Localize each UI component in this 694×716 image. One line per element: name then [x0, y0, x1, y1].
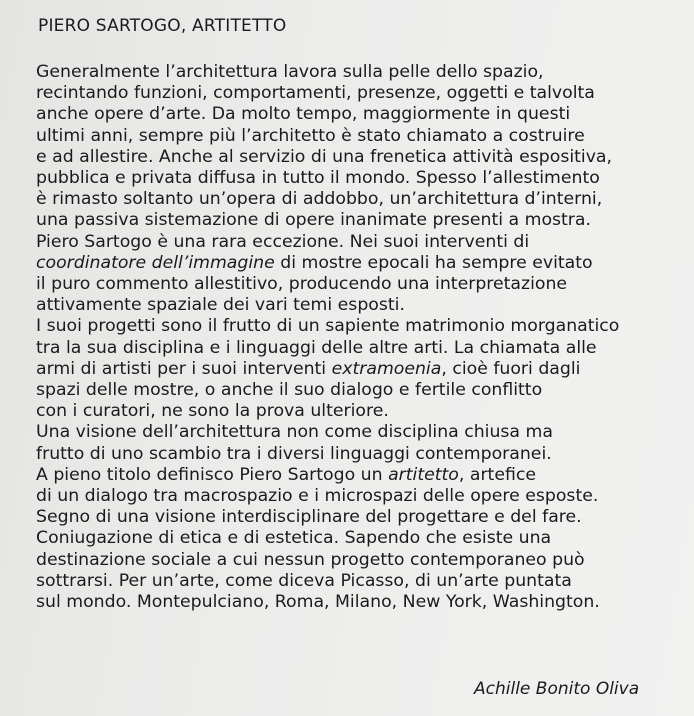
text-line: I suoi progetti sono il frutto di un sapiente matrimonio morganatico — [36, 316, 620, 337]
text-line: ultimi anni, sempre più l’architetto è stato chiamato a costruire — [36, 125, 585, 146]
text-line: frutto di uno scambio tra i diversi linguaggi contemporanei. — [36, 443, 552, 464]
text-line: spazi delle mostre, o anche il suo dialogo e fertile conflitto — [36, 380, 543, 401]
text-line: sottrarsi. Per un’arte, come diceva Picasso, di un’arte puntata — [36, 570, 572, 591]
text-line: di un dialogo tra macrospazio e i microspazi delle opere esposte. — [36, 486, 599, 507]
text-line: Una visione dell’architettura non come disciplina chiusa ma — [36, 422, 553, 443]
text-segment: , artefice — [458, 464, 536, 485]
text-line: Generalmente l’architettura lavora sulla pelle dello spazio, — [36, 62, 544, 82]
italic-term: extramoenia — [331, 358, 442, 379]
body-text — [36, 62, 676, 613]
text-line: Segno di una visione interdisciplinare del progettare e del fare. — [36, 507, 582, 528]
text-segment: A pieno titolo definisco Piero Sartogo un — [36, 464, 389, 485]
text-line: recintando funzioni, comportamenti, presenze, oggetti e talvolta — [36, 83, 595, 104]
text-line: attivamente spaziale dei vari temi esposti. — [36, 295, 405, 316]
italic-term: artitetto — [388, 464, 459, 485]
text-line — [36, 359, 676, 380]
italic-term: coordinatore dell’immagine — [36, 252, 275, 273]
text-segment: , cioè fuori dagli — [441, 358, 581, 379]
text-line: e ad allestire. Anche al servizio di una frenetica attività espositiva, — [36, 146, 613, 167]
panel-heading: PIERO SARTOGO, ARTITETTO — [38, 16, 287, 36]
text-segment: di mostre epocali ha sempre evitato — [274, 252, 593, 273]
text-line — [36, 465, 676, 486]
text-line: il puro commento allestitivo, producendo una interpretazione — [36, 274, 568, 295]
text-segment: armi di artisti per i suoi interventi — [36, 358, 332, 379]
text-line: anche opere d’arte. Da molto tempo, maggiormente in questi — [36, 104, 571, 125]
text-line: con i curatori, ne sono la prova ulteriore. — [36, 401, 389, 422]
text-line: destinazione sociale a cui nessun progetto contemporaneo può — [36, 549, 585, 570]
author-signature: Achille Bonito Oliva — [474, 679, 640, 699]
text-line: Piero Sartogo è una rara eccezione. Nei suoi interventi di — [36, 231, 530, 252]
text-line: sul mondo. Montepulciano, Roma, Milano, New York, Washington. — [36, 592, 600, 613]
text-line — [36, 253, 676, 274]
text-line: pubblica e privata diffusa in tutto il mondo. Spesso l’allestimento — [36, 168, 600, 189]
text-line: Coniugazione di etica e di estetica. Sapendo che esiste una — [36, 528, 552, 549]
text-line: una passiva sistemazione di opere inanimate presenti a mostra. — [36, 210, 591, 231]
text-line: è rimasto soltanto un’opera di addobbo, un’architettura d’interni, — [36, 189, 603, 210]
text-line: tra la sua disciplina e i linguaggi delle altre arti. La chiamata alle — [36, 337, 597, 358]
